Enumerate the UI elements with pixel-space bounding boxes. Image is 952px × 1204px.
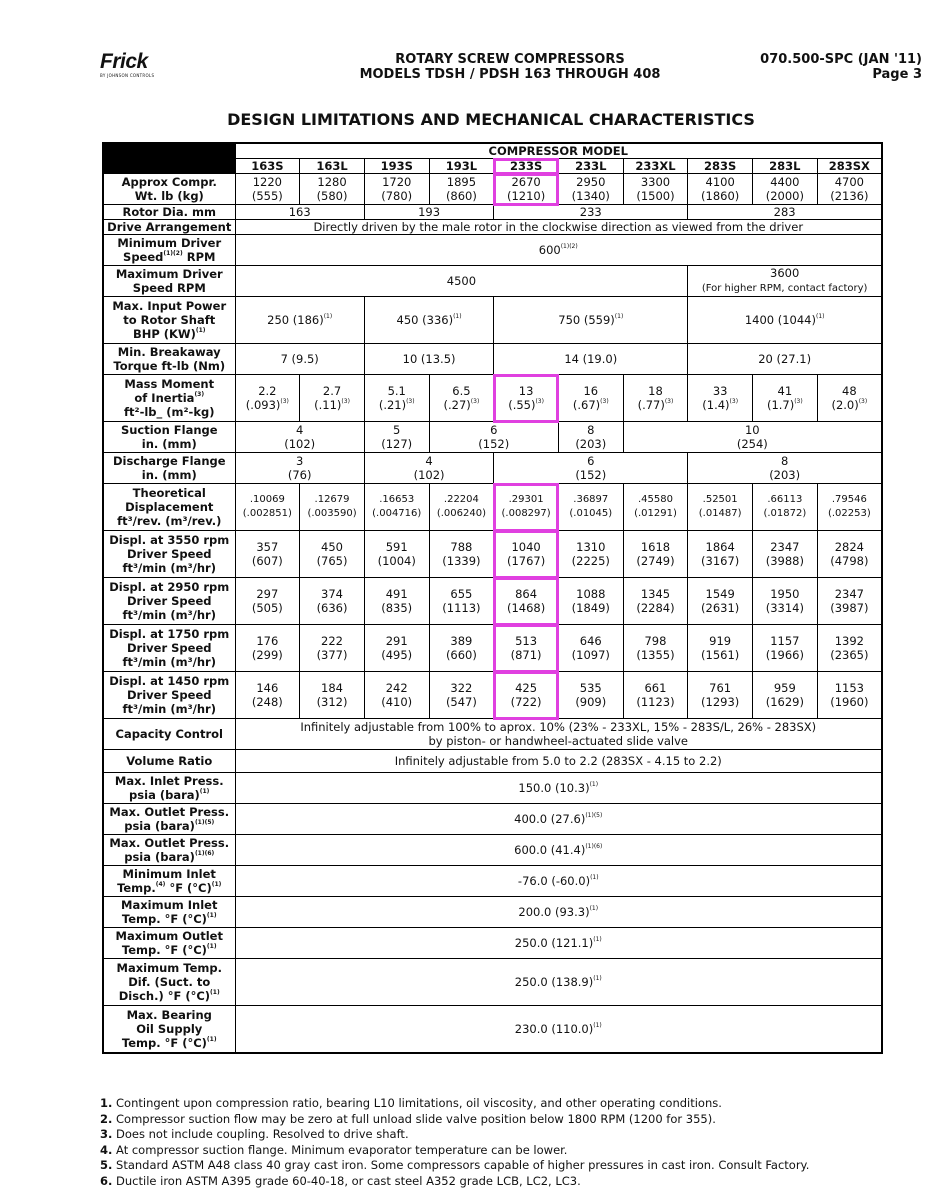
weight-value: 4100 (1860) [688,174,753,205]
displ-2950-value: 2347 (3987) [817,578,882,625]
footnote-ref: (1) [210,989,220,996]
footnote-ref: (3) [729,398,739,405]
breakaway-torque-row [103,344,882,375]
mass-moment-inertia-label: Mass Moment of Inertia$^{(3)}$ ft²-lb_ (m²-kg) [103,375,235,422]
footnote-ref: (1) [590,874,599,881]
rotor-dia-value: 283 [688,205,882,220]
footnote-number: 3. [100,1127,113,1141]
input-power-value: 450 $(336)^{(1)}$ [364,297,493,344]
model-233L: 233L [558,159,623,174]
logo-subtext: BY JOHNSON CONTROLS [100,73,155,78]
compressor-model-header: COMPRESSOR MODEL [235,143,882,159]
min-inlet-temp-label: Minimum Inlet Temp.$^{(4)}$ °F $(^\circ C)^{(1)}$ [103,866,235,897]
displ-1750-value: 291 (495) [364,625,429,672]
displ-3550-value: 788 (1339) [429,531,494,578]
footnotes [100,1096,809,1189]
model-233S: 233S [494,159,559,174]
theoretical-displacement-value: .36897 (.01045) [558,484,623,531]
model-193L: 193L [429,159,494,174]
footnote-text: Standard ASTM A48 class 40 gray cast iron. Some compressors capable of higher pressures in cast iron. Consult Factory. [112,1158,810,1172]
displ-1750-value: 919 (1561) [688,625,753,672]
suction-flange-value: 8 (203) [558,422,623,453]
displ-3550-value: 2347 (3988) [753,531,818,578]
footnote-ref: (1) [206,912,217,919]
displ-1750-value: 1157 (1966) [753,625,818,672]
displ-3550-value: 1040 (1767) [494,531,559,578]
theoretical-displacement-label: Theoretical Displacement ft³/rev. (m³/rev.) [103,484,235,531]
footnote-2 [100,1112,809,1128]
footnote-number: 5. [100,1158,113,1172]
weight-label: Approx Compr. Wt. lb (kg) [103,174,235,205]
theoretical-displacement-value: .52501 (.01487) [688,484,753,531]
weight-value: 1280 (580) [300,174,365,205]
max-inlet-press-label: Max. Inlet Press. psia (bara)$^{(1)}$ [103,773,235,804]
displ-1750-value: 798 (1355) [623,625,688,672]
displ-2950-value: 1088 (1849) [558,578,623,625]
mass-moment-inertia-value: 6.5 $(.27)^{(3)}$ [429,375,494,422]
footnote-ref: (3) [664,398,674,405]
displ-1450-value: 184 (312) [300,672,365,719]
footnote-ref: (3) [406,398,415,405]
volume-ratio-label: Volume Ratio [103,750,235,773]
max-inlet-press-value: 150.0 $(10.3)^{(1)}$ [235,773,882,804]
displ-1450-value: 535 (909) [558,672,623,719]
theoretical-displacement-value: .29301 (.008297) [494,484,559,531]
theoretical-displacement-value: .10069 (.002851) [235,484,300,531]
displ-1750-value: 513 (871) [494,625,559,672]
mass-moment-inertia-value: 2.2 $(.093)^{(3)}$ [235,375,300,422]
mass-moment-inertia-row [103,375,882,422]
footnote-text: At compressor suction flange. Minimum evaporator temperature can be lower. [112,1142,568,1157]
max-outlet-temp-value: 250.0 $(121.1)^{(1)}$ [235,928,882,959]
input-power-row [103,297,882,344]
rotor-dia-label: Rotor Dia. mm [103,205,235,220]
footnote-ref: (1) [589,905,599,912]
displ-2950-value: 1345 (2284) [623,578,688,625]
footnote-1 [100,1096,809,1112]
discharge-flange-value: 8 (203) [688,453,882,484]
breakaway-torque-value: 14 (19.0) [494,344,688,375]
displ-2950-value: 655 (1113) [429,578,494,625]
rpm-note: (For higher RPM, contact factory) [701,283,868,294]
weight-value: 2950 (1340) [558,174,623,205]
displ-1750-value: 222 (377) [300,625,365,672]
displ-1750-value: 389 (660) [429,625,494,672]
input-power-value: 750 $(559)^{(1)}$ [494,297,688,344]
discharge-flange-value: 4 (102) [364,453,493,484]
discharge-flange-row [103,453,882,484]
frick-logo [100,52,170,78]
theoretical-displacement-row [103,484,882,531]
rotor-dia-value: 163 [235,205,364,220]
min-driver-speed-row [103,235,882,266]
footnote-number: 4. [100,1142,113,1157]
breakaway-torque-value: 20 (27.1) [688,344,882,375]
weight-value: 1720 (780) [364,174,429,205]
displ-1450-value: 425 (722) [494,672,559,719]
header-title-line1: ROTARY SCREW COMPRESSORS [395,52,625,67]
mass-moment-inertia-value: 33 $(1.4)^{(3)}$ [688,375,753,422]
min-driver-speed-label: Minimum Driver Speed$^{(1)(2)}$ RPM [103,235,235,266]
bearing-oil-temp-label: Max. Bearing Oil Supply Temp. °F $(^\circ C)^{(1)}$ [103,1006,235,1054]
capacity-control-row [103,719,882,750]
footnote-text: Contingent upon compression ratio, bearing L10 limitations, oil viscosity, and other operating conditions. [112,1096,722,1110]
displ-2950-value: 297 (505) [235,578,300,625]
displ-1450-value: 1153 (1960) [817,672,882,719]
max-inlet-temp-value: 200.0 $(93.3)^{(1)}$ [235,897,882,928]
footnote-ref: (1)(6) [585,843,603,850]
displ-3550-value: 1864 (3167) [688,531,753,578]
section-title: DESIGN LIMITATIONS AND MECHANICAL CHARACTERISTICS [227,110,755,129]
displ-1450-value: 242 (410) [364,672,429,719]
min-inlet-temp-value: -76.0 $(-60.0)^{(1)}$ [235,866,882,897]
max-outlet-temp-label: Maximum Outlet Temp. °F $(^\circ C)^{(1)}$ [103,928,235,959]
input-power-value: 250 $(186)^{(1)}$ [235,297,364,344]
model-163L: 163L [300,159,365,174]
drive-arrangement-label: Drive Arrangement [103,220,235,235]
weight-value: 4400 (2000) [753,174,818,205]
model-193S: 193S [364,159,429,174]
breakaway-torque-value: 7 (9.5) [235,344,364,375]
logo-text: Frick [100,50,148,73]
max-outlet-press-ductile-value: 600.0 $(41.4)^{(1)(6)}$ [235,835,882,866]
group-header-row [103,143,882,159]
footnote-ref: (3) [470,398,480,405]
footnote-ref: (1) [199,788,210,795]
footnote-number: 2. [100,1111,113,1126]
displ-2950-row [103,578,882,625]
max-temp-dif-row [103,959,882,1006]
footnote-text: Ductile iron ASTM A395 grade 60-40-18, or cast steel A352 grade LCB, LC2, LC3. [112,1173,581,1188]
mass-moment-inertia-value: 16 $(.67)^{(3)}$ [558,375,623,422]
displ-1450-value: 761 (1293) [688,672,753,719]
footnote-ref: (3) [341,398,350,405]
theoretical-displacement-value: .79546 (.02253) [817,484,882,531]
footnote-ref: (1) [206,1036,217,1043]
max-outlet-press-cast-row [103,804,882,835]
footnote-ref: (1)(6) [194,850,215,857]
theoretical-displacement-value: .45580 (.01291) [623,484,688,531]
bearing-oil-temp-value: 230.0 $(110.0)^{(1)}$ [235,1006,882,1054]
footnote-ref: (3) [600,398,609,405]
mass-moment-inertia-value: 13 $(.55)^{(3)}$ [494,375,559,422]
capacity-control-label: Capacity Control [103,719,235,750]
footnote-3 [100,1127,809,1143]
suction-flange-value: 10 (254) [623,422,882,453]
header-title-line2: MODELS TDSH / PDSH 163 THROUGH 408 [359,67,661,82]
max-outlet-press-ductile-row [103,835,882,866]
spec-table [102,142,883,1054]
input-power-label: Max. Input Power to Rotor Shaft BHP (KW)$^{(1)}$ [103,297,235,344]
displ-2950-value: 1549 (2631) [688,578,753,625]
max-outlet-temp-row [103,928,882,959]
footnote-ref: (3) [194,391,205,398]
document-header-title [330,52,690,82]
displ-1450-value: 661 (1123) [623,672,688,719]
footnote-ref: (3) [858,398,868,405]
displ-1450-value: 959 (1629) [753,672,818,719]
theoretical-displacement-value: .66113 (.01872) [753,484,818,531]
displ-1750-value: 176 (299) [235,625,300,672]
rotor-dia-value: 233 [494,205,688,220]
page-number: Page 3 [872,67,922,82]
footnote-ref: (1)(2) [560,243,578,250]
mass-moment-inertia-value: 2.7 $(.11)^{(3)}$ [300,375,365,422]
max-temp-dif-value: 250.0 $(138.9)^{(1)}$ [235,959,882,1006]
displ-3550-value: 1618 (2749) [623,531,688,578]
displ-3550-value: 591 (1004) [364,531,429,578]
mass-moment-inertia-value: 48 $(2.0)^{(3)}$ [817,375,882,422]
breakaway-torque-value: 10 (13.5) [364,344,493,375]
max-inlet-temp-label: Maximum Inlet Temp. °F $(^\circ C)^{(1)}$ [103,897,235,928]
footnote-text: Does not include coupling. Resolved to drive shaft. [112,1127,409,1141]
input-power-value: 1400 $(1044)^{(1)}$ [688,297,882,344]
volume-ratio-row [103,750,882,773]
model-283S: 283S [688,159,753,174]
max-driver-speed-label: Maximum Driver Speed RPM [103,266,235,297]
footnote-ref: (1) [323,313,333,320]
max-inlet-temp-row [103,897,882,928]
displ-3550-value: 1310 (2225) [558,531,623,578]
displ-3550-value: 450 (765) [300,531,365,578]
capacity-control-value: Infinitely adjustable from 100% to aprox. 10% (23% - 233XL, 15% - 283S/L, 26% - 283SX) by piston- or handwheel-actuated slide valve [235,719,882,750]
mass-moment-inertia-value: 18 $(.77)^{(3)}$ [623,375,688,422]
footnote-number: 1. [100,1096,113,1110]
footnote-ref: (1)(2) [163,250,183,257]
discharge-flange-value: 3 (76) [235,453,364,484]
displ-3550-value: 2824 (4798) [817,531,882,578]
footnote-text: Compressor suction flow may be zero at full unload slide valve position below 1800 RPM (1200 for 355). [112,1111,716,1126]
theoretical-displacement-value: .12679 (.003590) [300,484,365,531]
footnote-ref: (3) [280,398,289,405]
mass-moment-inertia-value: 5.1 $(.21)^{(3)}$ [364,375,429,422]
displ-2950-value: 864 (1468) [494,578,559,625]
model-283SX: 283SX [817,159,882,174]
footnote-6 [100,1174,809,1190]
theoretical-displacement-value: .16653 (.004716) [364,484,429,531]
footnote-ref: (1) [593,975,602,982]
max-driver-speed-value: 4500 [235,266,688,297]
suction-flange-value: 6 (152) [429,422,558,453]
suction-flange-value: 5 (127) [364,422,429,453]
footnote-5 [100,1158,809,1174]
drive-arrangement-row [103,220,882,235]
bearing-oil-temp-row [103,1006,882,1054]
footnote-4 [100,1143,809,1159]
suction-flange-row [103,422,882,453]
footnote-ref: (1) [593,936,602,943]
footnote-ref: (1) [593,1022,602,1029]
max-inlet-press-row [103,773,882,804]
model-233XL: 233XL [623,159,688,174]
displ-1450-row [103,672,882,719]
displ-1450-value: 322 (547) [429,672,494,719]
max-outlet-press-cast-label: Max. Outlet Press. psia (bara)$^{(1)(5)}$ [103,804,235,835]
displ-1750-value: 646 (1097) [558,625,623,672]
displ-1750-label: Displ. at 1750 rpm Driver Speed ft³/min (m³/hr) [103,625,235,672]
displ-3550-label: Displ. at 3550 rpm Driver Speed ft³/min (m³/hr) [103,531,235,578]
footnote-ref: (3) [794,398,803,405]
footnote-ref: (1) [453,313,462,320]
footnote-ref: (1)(5) [585,812,603,819]
displ-3550-row [103,531,882,578]
rotor-dia-row [103,205,882,220]
mass-moment-inertia-value: 41 $(1.7)^{(3)}$ [753,375,818,422]
theoretical-displacement-value: .22204 (.006240) [429,484,494,531]
min-inlet-temp-row [103,866,882,897]
footnote-ref: (4) [155,881,166,888]
discharge-flange-value: 6 (152) [494,453,688,484]
model-283L: 283L [753,159,818,174]
document-header-meta [760,52,922,82]
footnote-ref: (1) [614,313,624,320]
weight-value: 3300 (1500) [623,174,688,205]
breakaway-torque-label: Min. Breakaway Torque ft-lb (Nm) [103,344,235,375]
footnote-ref: (1) [195,327,206,334]
max-outlet-press-ductile-label: Max. Outlet Press. psia (bara)$^{(1)(6)}$ [103,835,235,866]
displ-1750-row [103,625,882,672]
footnote-ref: (1) [206,943,217,950]
corner-cell [103,143,235,174]
discharge-flange-label: Discharge Flange in. (mm) [103,453,235,484]
min-driver-speed-value: $600^{(1)(2)}$ [235,235,882,266]
footnote-ref: (1) [815,313,825,320]
displ-1750-value: 1392 (2365) [817,625,882,672]
weight-value: 1895 (860) [429,174,494,205]
drive-arrangement-value: Directly driven by the male rotor in the clockwise direction as viewed from the driver [235,220,882,235]
displ-2950-label: Displ. at 2950 rpm Driver Speed ft³/min (m³/hr) [103,578,235,625]
displ-1450-value: 146 (248) [235,672,300,719]
footnote-ref: (1) [589,781,599,788]
max-temp-dif-label: Maximum Temp. Dif. (Suct. to Disch.) °F $(^\circ C)^{(1)}$ [103,959,235,1006]
weight-value: 4700 (2136) [817,174,882,205]
max-driver-speed-value: 3600 (For higher RPM, contact factory) [688,266,882,297]
displ-3550-value: 357 (607) [235,531,300,578]
weight-value: 1220 (555) [235,174,300,205]
displ-2950-value: 374 (636) [300,578,365,625]
footnote-ref: (1) [211,881,222,888]
doc-number: 070.500-SPC (JAN '11) [760,52,922,67]
displ-1450-label: Displ. at 1450 rpm Driver Speed ft³/min (m³/hr) [103,672,235,719]
suction-flange-value: 4 (102) [235,422,364,453]
displ-2950-value: 1950 (3314) [753,578,818,625]
weight-row [103,174,882,205]
max-outlet-press-cast-value: 400.0 $(27.6)^{(1)(5)}$ [235,804,882,835]
footnote-number: 6. [100,1173,113,1188]
footnote-ref: (3) [535,398,544,405]
weight-value: 2670 (1210) [494,174,559,205]
suction-flange-label: Suction Flange in. (mm) [103,422,235,453]
footnote-ref: (1)(5) [194,819,215,826]
model-163S: 163S [235,159,300,174]
volume-ratio-value: Infinitely adjustable from 5.0 to 2.2 (283SX - 4.15 to 2.2) [235,750,882,773]
rotor-dia-value: 193 [364,205,493,220]
max-driver-speed-row [103,266,882,297]
displ-2950-value: 491 (835) [364,578,429,625]
